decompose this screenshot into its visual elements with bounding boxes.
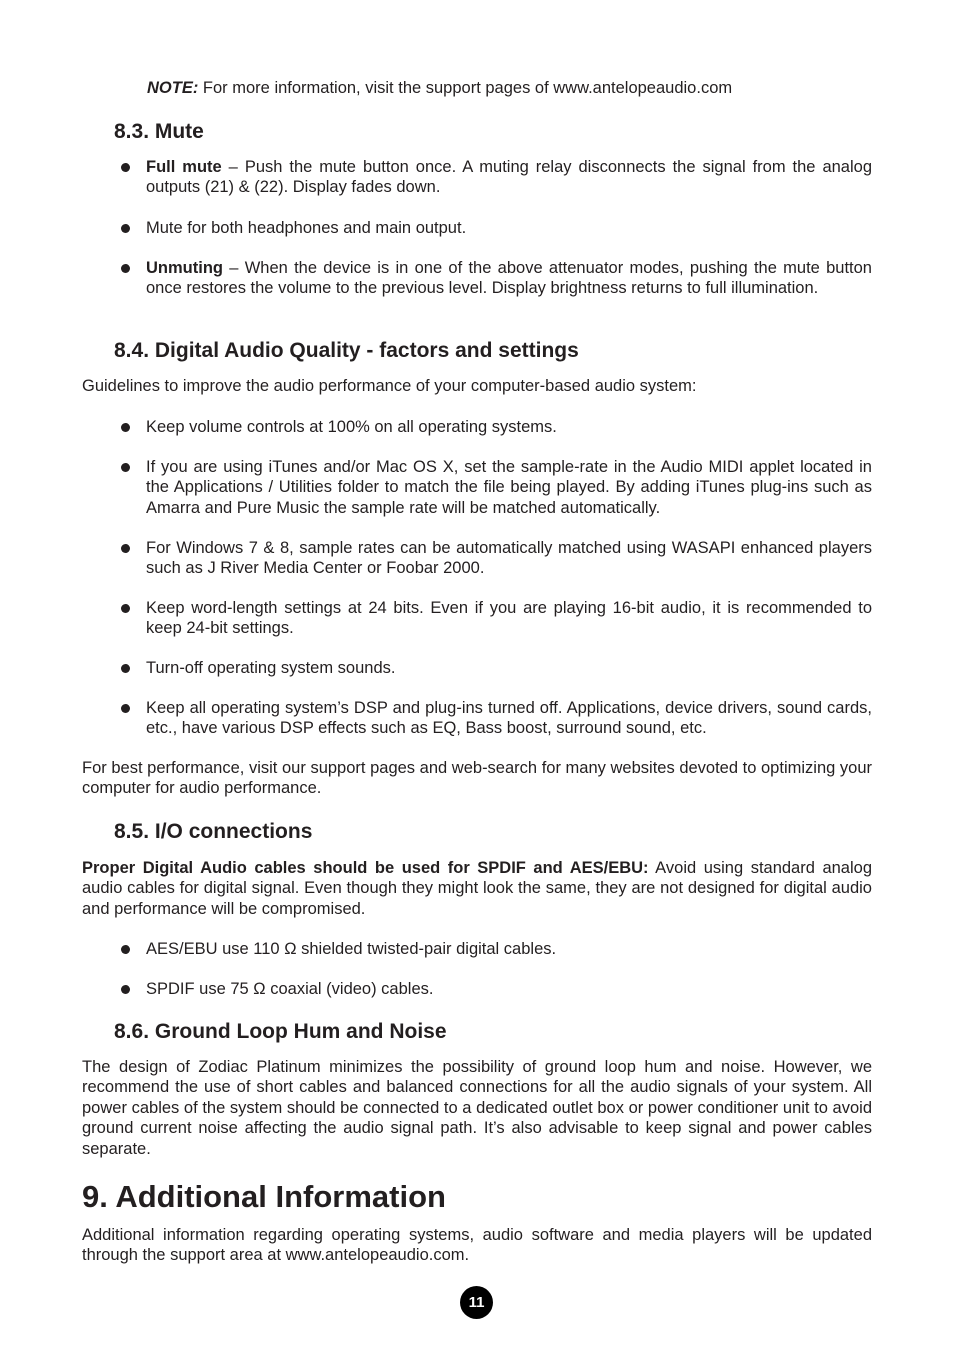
io-intro-text: Avoid using standard analog audio cables for digital signal. Even though they might look the same, they are not designed for digital audio and performance will be compromised. <box>82 859 872 918</box>
list-item-text: If you are using iTunes and/or Mac OS X, set the sample-rate in the Audio MIDI applet located in the Applications / Utilities folder to match the file being played. By adding iTunes plug-ins such as Amarra and Pure Music the sample rate will be matched automatically. <box>146 458 872 517</box>
list-item-text: Keep all operating system’s DSP and plug-ins turned off. Applications, device drivers, sound cards, etc., have various DSP effects such as EQ, Bass boost, surround sound, etc. <box>146 699 872 738</box>
bullet-icon <box>121 945 130 954</box>
list-item-text: SPDIF use 75 Ω coaxial (video) cables. <box>146 980 434 998</box>
list-item <box>146 698 872 739</box>
page-number-badge: 11 <box>460 1286 493 1319</box>
list-item-text: – When the device is in one of the above attenuator modes, pushing the mute button once restores the volume to the previous level. Display brightness returns to full illumination. <box>146 259 872 298</box>
bullet-icon <box>121 264 130 273</box>
io-intro-bold: Proper Digital Audio cables should be used for SPDIF and AES/EBU: <box>82 859 649 877</box>
note-body: For more information, visit the support pages of www.antelopeaudio.com <box>198 79 733 97</box>
note-text <box>147 78 887 98</box>
ground-loop-text: The design of Zodiac Platinum minimizes the possibility of ground loop hum and noise. However, we recommend the use of short cables and balanced connections for all the audio signals of your system. All power cables of the system should be connected to a dedicated outlet box or power conditioner unit to avoid ground current noise affecting the audio signal path. It’s also advisable to keep signal and power cables separate. <box>82 1058 872 1158</box>
bullet-icon <box>121 704 130 713</box>
list-item-text: Turn-off operating system sounds. <box>146 659 396 677</box>
bullet-icon <box>121 664 130 673</box>
list-item <box>146 218 872 238</box>
list-item-text: – Push the mute button once. A muting relay disconnects the signal from the analog outputs (21) & (22). Display fades down. <box>146 158 872 197</box>
list-item <box>146 939 872 959</box>
section-heading-audio-quality: 8.4. Digital Audio Quality - factors and settings <box>114 339 579 362</box>
section-heading-ground-loop: 8.6. Ground Loop Hum and Noise <box>114 1020 447 1043</box>
list-item <box>146 417 872 437</box>
bullet-icon <box>121 544 130 553</box>
additional-info-text: Additional information regarding operating systems, audio software and media players will be updated through the support area at www.antelopeaudio.com. <box>82 1226 872 1265</box>
bullet-icon <box>121 224 130 233</box>
list-item-text: For Windows 7 & 8, sample rates can be automatically matched using WASAPI enhanced players such as J River Media Center or Foobar 2000. <box>146 539 872 578</box>
list-item <box>146 979 872 999</box>
list-item-text: AES/EBU use 110 Ω shielded twisted-pair digital cables. <box>146 940 557 958</box>
list-item <box>146 457 872 518</box>
section-outro: For best performance, visit our support pages and web-search for many websites devoted to optimizing your computer for audio performance. <box>82 759 872 798</box>
list-item-text: Keep volume controls at 100% on all operating systems. <box>146 418 557 436</box>
bullet-icon <box>121 423 130 432</box>
list-item-text: Keep word-length settings at 24 bits. Even if you are playing 16-bit audio, it is recommended to keep 24-bit settings. <box>146 599 872 638</box>
note-label: NOTE: <box>147 79 199 97</box>
section-intro: Guidelines to improve the audio performance of your computer-based audio system: <box>82 377 697 395</box>
list-item <box>146 157 872 198</box>
list-item-bold: Unmuting <box>146 259 223 277</box>
list-item-bold: Full mute <box>146 158 222 176</box>
list-item <box>146 598 872 639</box>
bullet-icon <box>121 985 130 994</box>
io-intro <box>82 858 872 919</box>
chapter-heading-additional-info: 9. Additional Information <box>82 1179 446 1214</box>
list-item <box>146 658 872 678</box>
section-heading-mute: 8.3. Mute <box>114 120 204 143</box>
list-item-text: Mute for both headphones and main output. <box>146 219 467 237</box>
list-item <box>146 258 872 299</box>
list-item <box>146 538 872 579</box>
bullet-icon <box>121 604 130 613</box>
bullet-icon <box>121 463 130 472</box>
section-heading-io: 8.5. I/O connections <box>114 820 313 843</box>
bullet-icon <box>121 163 130 172</box>
